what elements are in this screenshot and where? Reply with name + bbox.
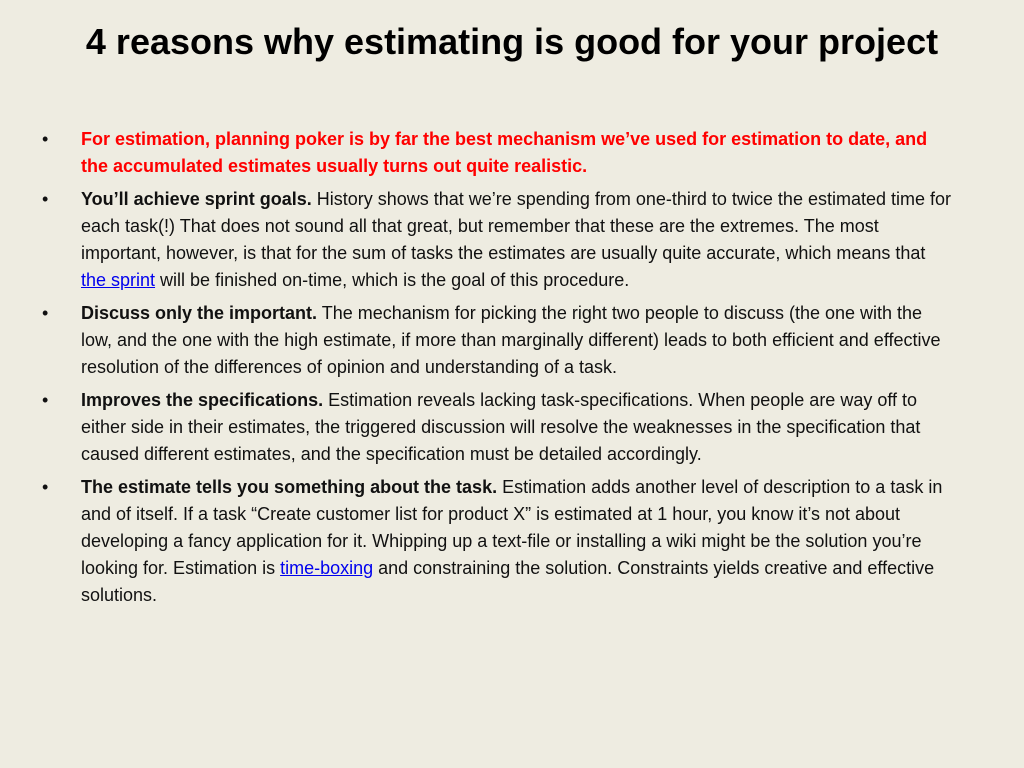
bullet-list — [40, 126, 955, 615]
bullet-heading: The estimate tells you something about the task. — [81, 477, 498, 497]
highlighted-statement: For estimation, planning poker is by far the best mechanism we’ve used for estimation to date, and the accumulated estimates usually turns out quite realistic. — [81, 129, 928, 176]
bullet-heading: Discuss only the important. — [81, 303, 318, 323]
bullet-marker: • — [42, 189, 49, 209]
slide-title: 4 reasons why estimating is good for your project — [85, 21, 939, 62]
bullet-text: The mechanism for picking the right two people to discuss (the one with the low, and the one with the high estimate, if more than marginally different) leads to both efficient and effective resolution of the differences of opinion and understanding of a task. — [81, 303, 941, 377]
bullet-item-5 — [40, 474, 955, 609]
the-sprint-link[interactable]: the sprint — [81, 270, 156, 290]
bullet-item-2 — [40, 186, 955, 294]
bullet-marker: • — [42, 129, 49, 149]
bullet-heading: You’ll achieve sprint goals. — [81, 189, 312, 209]
bullet-item-4 — [40, 387, 955, 468]
time-boxing-link[interactable]: time-boxing — [280, 558, 374, 578]
bullet-text: and constraining the solution. Constraints yields creative and effective solutions. — [81, 558, 935, 605]
bullet-marker: • — [42, 303, 49, 323]
bullet-text: Estimation reveals lacking task-specifications. When people are way off to either side in their estimates, the triggered discussion will resolve the weaknesses in the specification that caused different estimates, and the specification must be detailed accordingly. — [81, 390, 921, 464]
bullet-marker: • — [42, 477, 49, 497]
bullet-text: Estimation adds another level of description to a task in and of itself. If a task “Create customer list for product X” is estimated at 1 hour, you know it’s not about developing a fancy application for it. Whipping up a text-file or installing a wiki might be the solution you’re looking for. Estimation is — [81, 477, 943, 578]
bullet-item-3 — [40, 300, 955, 381]
bullet-item-1 — [40, 126, 955, 180]
bullet-text: History shows that we’re spending from one-third to twice the estimated time for each task(!) That does not sound all that great, but remember that these are the extremes. The most important, however, is that for the sum of tasks the estimates are usually quite accurate, which means that — [81, 189, 952, 263]
bullet-heading: Improves the specifications. — [81, 390, 324, 410]
bullet-text: will be finished on-time, which is the goal of this procedure. — [155, 270, 630, 290]
bullet-marker: • — [42, 390, 49, 410]
